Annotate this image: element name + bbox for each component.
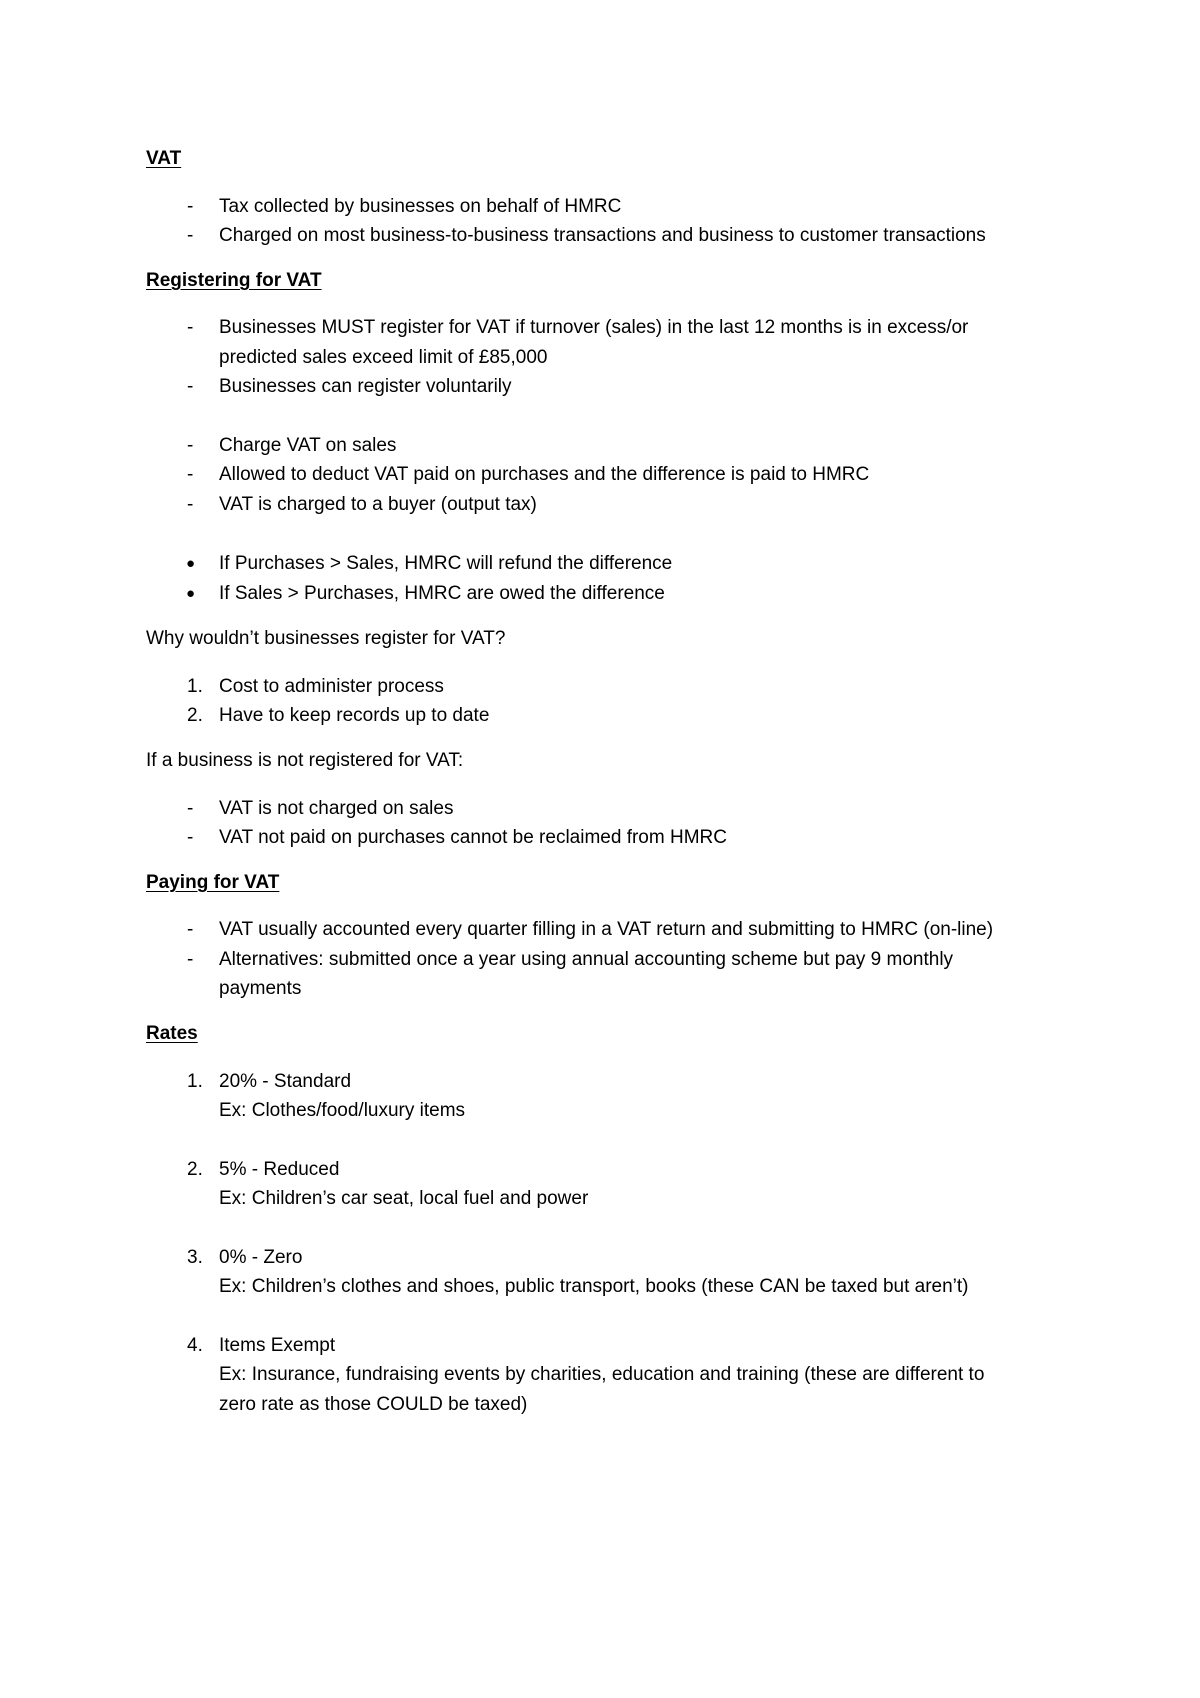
rate-title: Items Exempt [219,1335,336,1356]
rate-title: 20% - Standard [219,1071,352,1092]
dash-marker: - [187,376,194,397]
number-marker: 1. [187,1071,203,1092]
number-marker: 2. [187,1159,203,1180]
dash-marker: - [187,464,194,485]
numbered-item: Have to keep records up to date [219,705,490,726]
bullet-item: If Purchases > Sales, HMRC will refund the difference [219,553,673,574]
list-item-continuation: predicted sales exceed limit of £85,000 [219,347,548,368]
list-item: VAT is charged to a buyer (output tax) [219,494,537,515]
list-item: Charged on most business-to-business transactions and business to customer transactions [219,225,986,246]
rate-example-continuation: zero rate as those COULD be taxed) [219,1394,528,1415]
number-marker: 2. [187,705,203,726]
dash-marker: - [187,435,194,456]
dash-marker: - [187,317,194,338]
rate-example: Ex: Children’s car seat, local fuel and power [219,1188,589,1209]
dash-marker: - [187,949,194,970]
rate-example: Ex: Children’s clothes and shoes, public transport, books (these CAN be taxed but aren’t) [219,1276,969,1297]
number-marker: 4. [187,1335,203,1356]
section-heading-paying: Paying for VAT [146,872,280,893]
question-text: Why wouldn’t businesses register for VAT? [146,628,506,649]
rate-title: 5% - Reduced [219,1159,340,1180]
bullet-marker: ● [186,555,196,572]
section-heading-vat: VAT [146,148,182,169]
bullet-marker: ● [186,585,196,602]
list-item: Businesses can register voluntarily [219,376,512,397]
dash-marker: - [187,225,194,246]
list-item: Tax collected by businesses on behalf of HMRC [219,196,622,217]
dash-marker: - [187,827,194,848]
section-heading-rates: Rates [146,1023,198,1044]
numbered-item: Cost to administer process [219,676,444,697]
intro-text: If a business is not registered for VAT: [146,750,464,771]
list-item-continuation: payments [219,978,302,999]
rate-title: 0% - Zero [219,1247,303,1268]
bullet-item: If Sales > Purchases, HMRC are owed the difference [219,583,665,604]
list-item: Businesses MUST register for VAT if turnover (sales) in the last 12 months is in excess/or [219,317,969,338]
section-heading-registering: Registering for VAT [146,270,322,291]
rate-example: Ex: Insurance, fundraising events by charities, education and training (these are different to [219,1364,985,1385]
list-item: Charge VAT on sales [219,435,397,456]
list-item: VAT is not charged on sales [219,798,454,819]
rate-example: Ex: Clothes/food/luxury items [219,1100,466,1121]
dash-marker: - [187,196,194,217]
list-item: Allowed to deduct VAT paid on purchases and the difference is paid to HMRC [219,464,870,485]
dash-marker: - [187,798,194,819]
number-marker: 1. [187,676,203,697]
list-item: Alternatives: submitted once a year using annual accounting scheme but pay 9 monthly [219,949,954,970]
dash-marker: - [187,494,194,515]
number-marker: 3. [187,1247,203,1268]
list-item: VAT usually accounted every quarter filling in a VAT return and submitting to HMRC (on-line) [219,919,994,940]
dash-marker: - [187,919,194,940]
list-item: VAT not paid on purchases cannot be reclaimed from HMRC [219,827,727,848]
